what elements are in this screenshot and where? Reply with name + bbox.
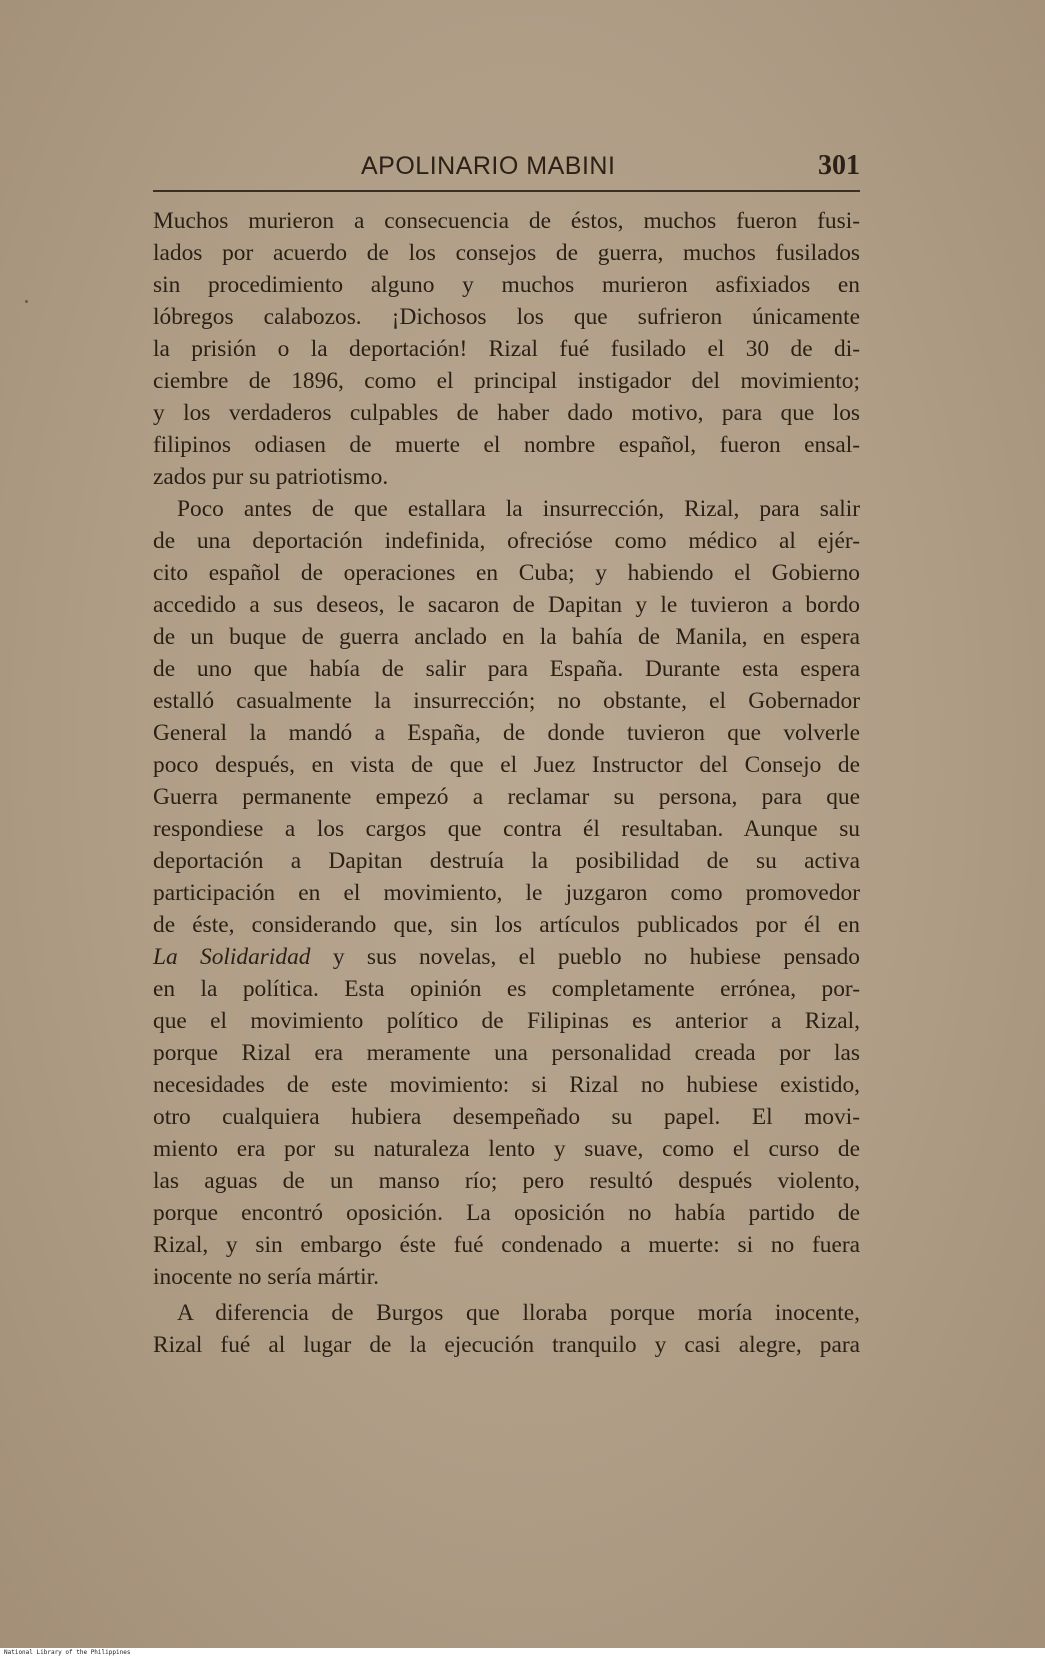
text-line: sin procedimiento alguno y muchos murieron asfixiados en bbox=[153, 272, 860, 298]
text-line: Rizal, y sin embargo éste fué condenado a muerte: si no fuera bbox=[153, 1232, 860, 1258]
text-line: respondiese a los cargos que contra él resultaban. Aunque su bbox=[153, 816, 860, 842]
page-header bbox=[153, 148, 860, 184]
text-line: las aguas de un manso río; pero resultó después violento, bbox=[153, 1168, 860, 1194]
text-line: de un buque de guerra anclado en la bahía de Manila, en espera bbox=[153, 624, 860, 650]
text-line: y los verdaderos culpables de haber dado motivo, para que los bbox=[153, 400, 860, 426]
text-line: porque Rizal era meramente una personalidad creada por las bbox=[153, 1040, 860, 1066]
text-line: que el movimiento político de Filipinas es anterior a Rizal, bbox=[153, 1008, 860, 1034]
text-line: miento era por su naturaleza lento y suave, como el curso de bbox=[153, 1136, 860, 1162]
text-line: accedido a sus deseos, le sacaron de Dapitan y le tuvieron a bordo bbox=[153, 592, 860, 618]
text-line: de uno que había de salir para España. Durante esta espera bbox=[153, 656, 860, 682]
text-line: A diferencia de Burgos que lloraba porque moría inocente, bbox=[177, 1300, 860, 1326]
text-line: poco después, en vista de que el Juez Instructor del Consejo de bbox=[153, 752, 860, 778]
paragraph-1 bbox=[153, 205, 860, 493]
text-line: cito español de operaciones en Cuba; y habiendo el Gobierno bbox=[153, 560, 860, 586]
text-line: deportación a Dapitan destruía la posibilidad de su activa bbox=[153, 848, 860, 874]
paragraph-3 bbox=[153, 1297, 860, 1361]
text-line: ciembre de 1896, como el principal instigador del movimiento; bbox=[153, 368, 860, 394]
text-line: zados pur su patriotismo. bbox=[153, 464, 389, 490]
running-title: APOLINARIO MABINI bbox=[361, 152, 616, 180]
text-line: necesidades de este movimiento: si Rizal no hubiese existido, bbox=[153, 1072, 860, 1098]
text-line: inocente no sería mártir. bbox=[153, 1264, 380, 1290]
header-rule bbox=[153, 190, 860, 192]
text-line: estalló casualmente la insurrección; no obstante, el Gobernador bbox=[153, 688, 860, 714]
paper-speck bbox=[25, 300, 28, 303]
text-line: General la mandó a España, de donde tuvieron que volverle bbox=[153, 720, 860, 746]
body-text bbox=[153, 205, 860, 1361]
text-line: en la política. Esta opinión es completamente errónea, por- bbox=[153, 976, 860, 1002]
text-line: de una deportación indefinida, ofrecióse como médico al ejér- bbox=[153, 528, 860, 554]
text-line: Poco antes de que estallara la insurrección, Rizal, para salir bbox=[177, 496, 860, 522]
text-line: lados por acuerdo de los consejos de guerra, muchos fusilados bbox=[153, 240, 860, 266]
text-line: de éste, considerando que, sin los artículos publicados por él en bbox=[153, 912, 860, 938]
text-line: filipinos odiasen de muerte el nombre español, fueron ensal- bbox=[153, 432, 860, 458]
text-line: Rizal fué al lugar de la ejecución tranquilo y casi alegre, para bbox=[153, 1332, 860, 1358]
text-line: participación en el movimiento, le juzgaron como promovedor bbox=[153, 880, 860, 906]
text-line: otro cualquiera hubiera desempeñado su papel. El movi- bbox=[153, 1104, 860, 1130]
text-line-with-italic bbox=[153, 941, 860, 973]
text-line: porque encontró oposición. La oposición no había partido de bbox=[153, 1200, 860, 1226]
paragraph-2 bbox=[153, 493, 860, 1293]
text-line: lóbregos calabozos. ¡Dichosos los que sufrieron únicamente bbox=[153, 304, 860, 330]
library-credit: National Library of the Philippines bbox=[4, 1649, 131, 1656]
page-number: 301 bbox=[818, 150, 860, 181]
text-line: la prisión o la deportación! Rizal fué fusilado el 30 de di- bbox=[153, 336, 860, 362]
italic-title: La Solidaridad bbox=[153, 944, 311, 970]
footer-strip bbox=[0, 1648, 1045, 1658]
text-line: Muchos murieron a consecuencia de éstos, muchos fueron fusi- bbox=[153, 208, 860, 234]
text-line: Guerra permanente empezó a reclamar su persona, para que bbox=[153, 784, 860, 810]
text-line-rest: y sus novelas, el pueblo no hubiese pensado bbox=[332, 944, 860, 970]
